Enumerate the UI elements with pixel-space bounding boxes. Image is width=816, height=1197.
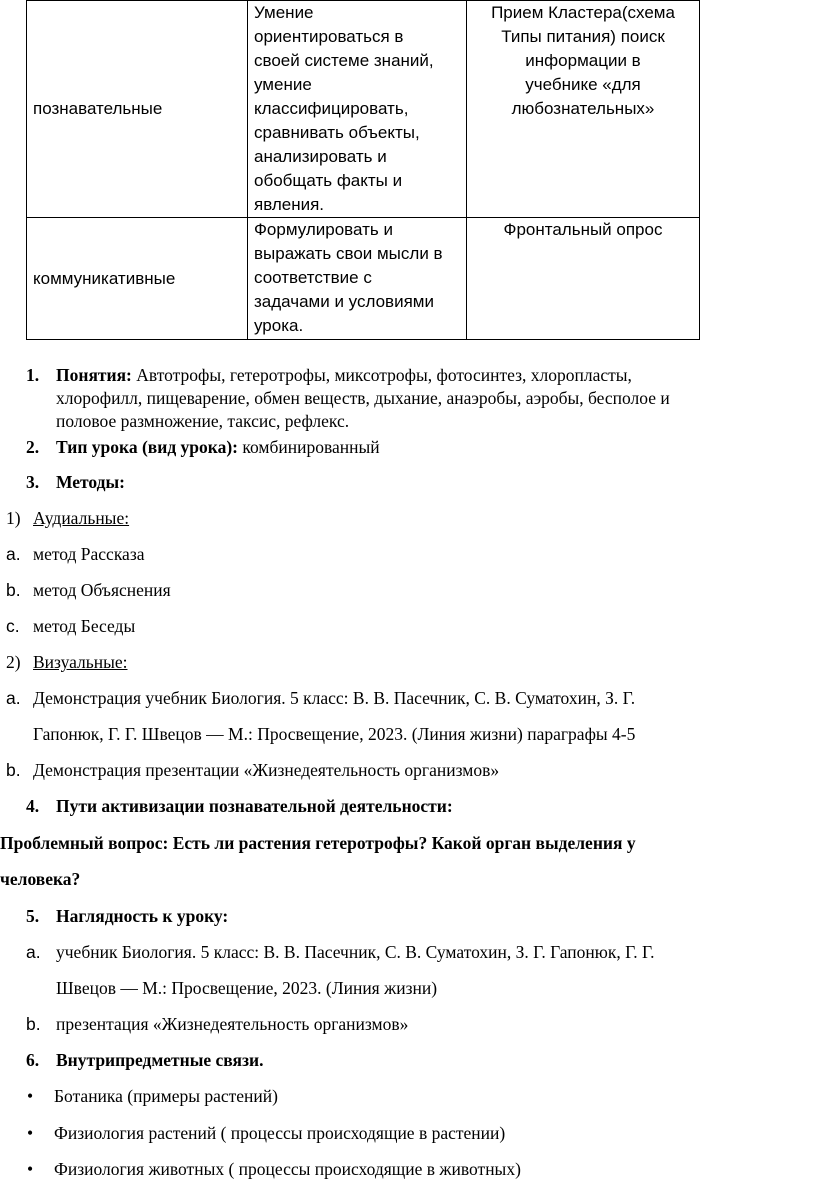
section1-label: Понятия: (56, 365, 132, 385)
method-line: Фронтальный опрос (503, 220, 663, 239)
audio-number: 1) (6, 508, 21, 528)
method-line: информации в (525, 51, 641, 70)
section1-number: 1. (26, 365, 40, 385)
section2-number: 2. (26, 437, 40, 457)
method-line: любознательных» (511, 99, 655, 118)
list-marker: c. (6, 616, 20, 636)
section2-label: Тип урока (вид урока): (56, 437, 238, 457)
section3-number: 3. (26, 472, 40, 492)
list-item: Физиология животных ( процессы происходящие в животных) (54, 1159, 521, 1179)
category-text: познавательные (33, 99, 163, 118)
table-row (27, 218, 700, 340)
visual-aid-item-a-line2: Швецов — М.: Просвещение, 2023. (Линия жизни) (56, 978, 438, 998)
visual-aid-item-a-line1: учебник Биология. 5 класс: В. В. Пасечник, С. В. Суматохин, З. Г. Гапонюк, Г. Г. (56, 942, 655, 962)
section6-label: Внутрипредметные связи. (56, 1050, 264, 1070)
section1-text: Автотрофы, гетеротрофы, миксотрофы, фотосинтез, хлоропласты, (131, 365, 632, 385)
problem-question-line1: Проблемный вопрос: Есть ли растения гетеротрофы? Какой орган выделения у (0, 833, 636, 853)
skill-line: Формулировать и (254, 220, 393, 239)
visual-heading: Визуальные: (33, 652, 128, 672)
list-item: метод Объяснения (33, 580, 171, 600)
bullet-icon: • (27, 1123, 34, 1143)
bullet-icon: • (27, 1159, 34, 1179)
method-line: Прием Кластера(схема (491, 3, 675, 22)
list-item: Ботаника (примеры растений) (54, 1086, 278, 1106)
list-item: метод Рассказа (33, 544, 145, 564)
uud-table (26, 0, 700, 340)
skill-line: Умение (254, 3, 314, 22)
section1-line1 (56, 363, 632, 387)
section3-label: Методы: (56, 472, 126, 492)
list-marker: b. (6, 760, 21, 780)
visual-item-a-line2: Гапонюк, Г. Г. Швецов — М.: Просвещение, 2023. (Линия жизни) параграфы 4-5 (33, 724, 636, 744)
skill-line: урока. (254, 316, 304, 335)
list-marker: a. (26, 942, 41, 962)
category-text: коммуникативные (33, 268, 176, 288)
skill-line: сравнивать объекты, (254, 123, 420, 142)
skill-line: обобщать факты и (254, 171, 403, 190)
list-item: Физиология растений ( процессы происходящие в растении) (54, 1123, 506, 1143)
section5-number: 5. (26, 906, 40, 926)
list-marker: b. (26, 1014, 41, 1034)
skill-cell (248, 1, 467, 218)
table-row (27, 1, 700, 218)
method-line: Типы питания) поиск (501, 27, 665, 46)
method-cell (467, 1, 700, 218)
skill-cell (248, 218, 467, 340)
visual-item-b: Демонстрация презентации «Жизнедеятельность организмов» (33, 760, 500, 780)
method-cell (467, 218, 700, 340)
skill-line: умение (254, 75, 312, 94)
category-cell (27, 218, 248, 340)
skill-line: соответствие с (254, 268, 372, 287)
audio-heading: Аудиальные: (33, 508, 130, 528)
list-marker: b. (6, 580, 21, 600)
skill-line: анализировать и (254, 147, 387, 166)
list-item: метод Беседы (33, 616, 136, 636)
section4-number: 4. (26, 796, 40, 816)
skill-line: выражать свои мысли в (254, 244, 443, 263)
skill-line: задачами и условиями (254, 292, 434, 311)
skill-line: ориентироваться в (254, 27, 404, 46)
visual-aid-item-b: презентация «Жизнедеятельность организмов» (56, 1014, 409, 1034)
section2-line (56, 435, 380, 459)
skill-line: явления. (254, 195, 325, 214)
category-cell (27, 1, 248, 218)
visual-item-a-line1: Демонстрация учебник Биология. 5 класс: В. В. Пасечник, С. В. Суматохин, З. Г. (33, 688, 636, 708)
section4-label: Пути активизации познавательной деятельности: (56, 796, 453, 816)
skill-line: своей системе знаний, (254, 51, 434, 70)
skill-line: классифицировать, (254, 99, 409, 118)
section6-number: 6. (26, 1050, 40, 1070)
section2-value: комбинированный (238, 437, 380, 457)
problem-question-line2: человека? (0, 869, 81, 889)
method-line: учебнике «для (525, 75, 641, 94)
section1-line3: половое размножение, таксис, рефлекс. (56, 411, 350, 431)
bullet-icon: • (27, 1086, 34, 1106)
visual-number: 2) (6, 652, 21, 672)
section1-line2: хлорофилл, пищеварение, обмен веществ, дыхание, анаэробы, аэробы, бесполое и (56, 388, 670, 408)
list-marker: a. (6, 688, 21, 708)
section5-label: Наглядность к уроку: (56, 906, 229, 926)
list-marker: a. (6, 544, 21, 564)
